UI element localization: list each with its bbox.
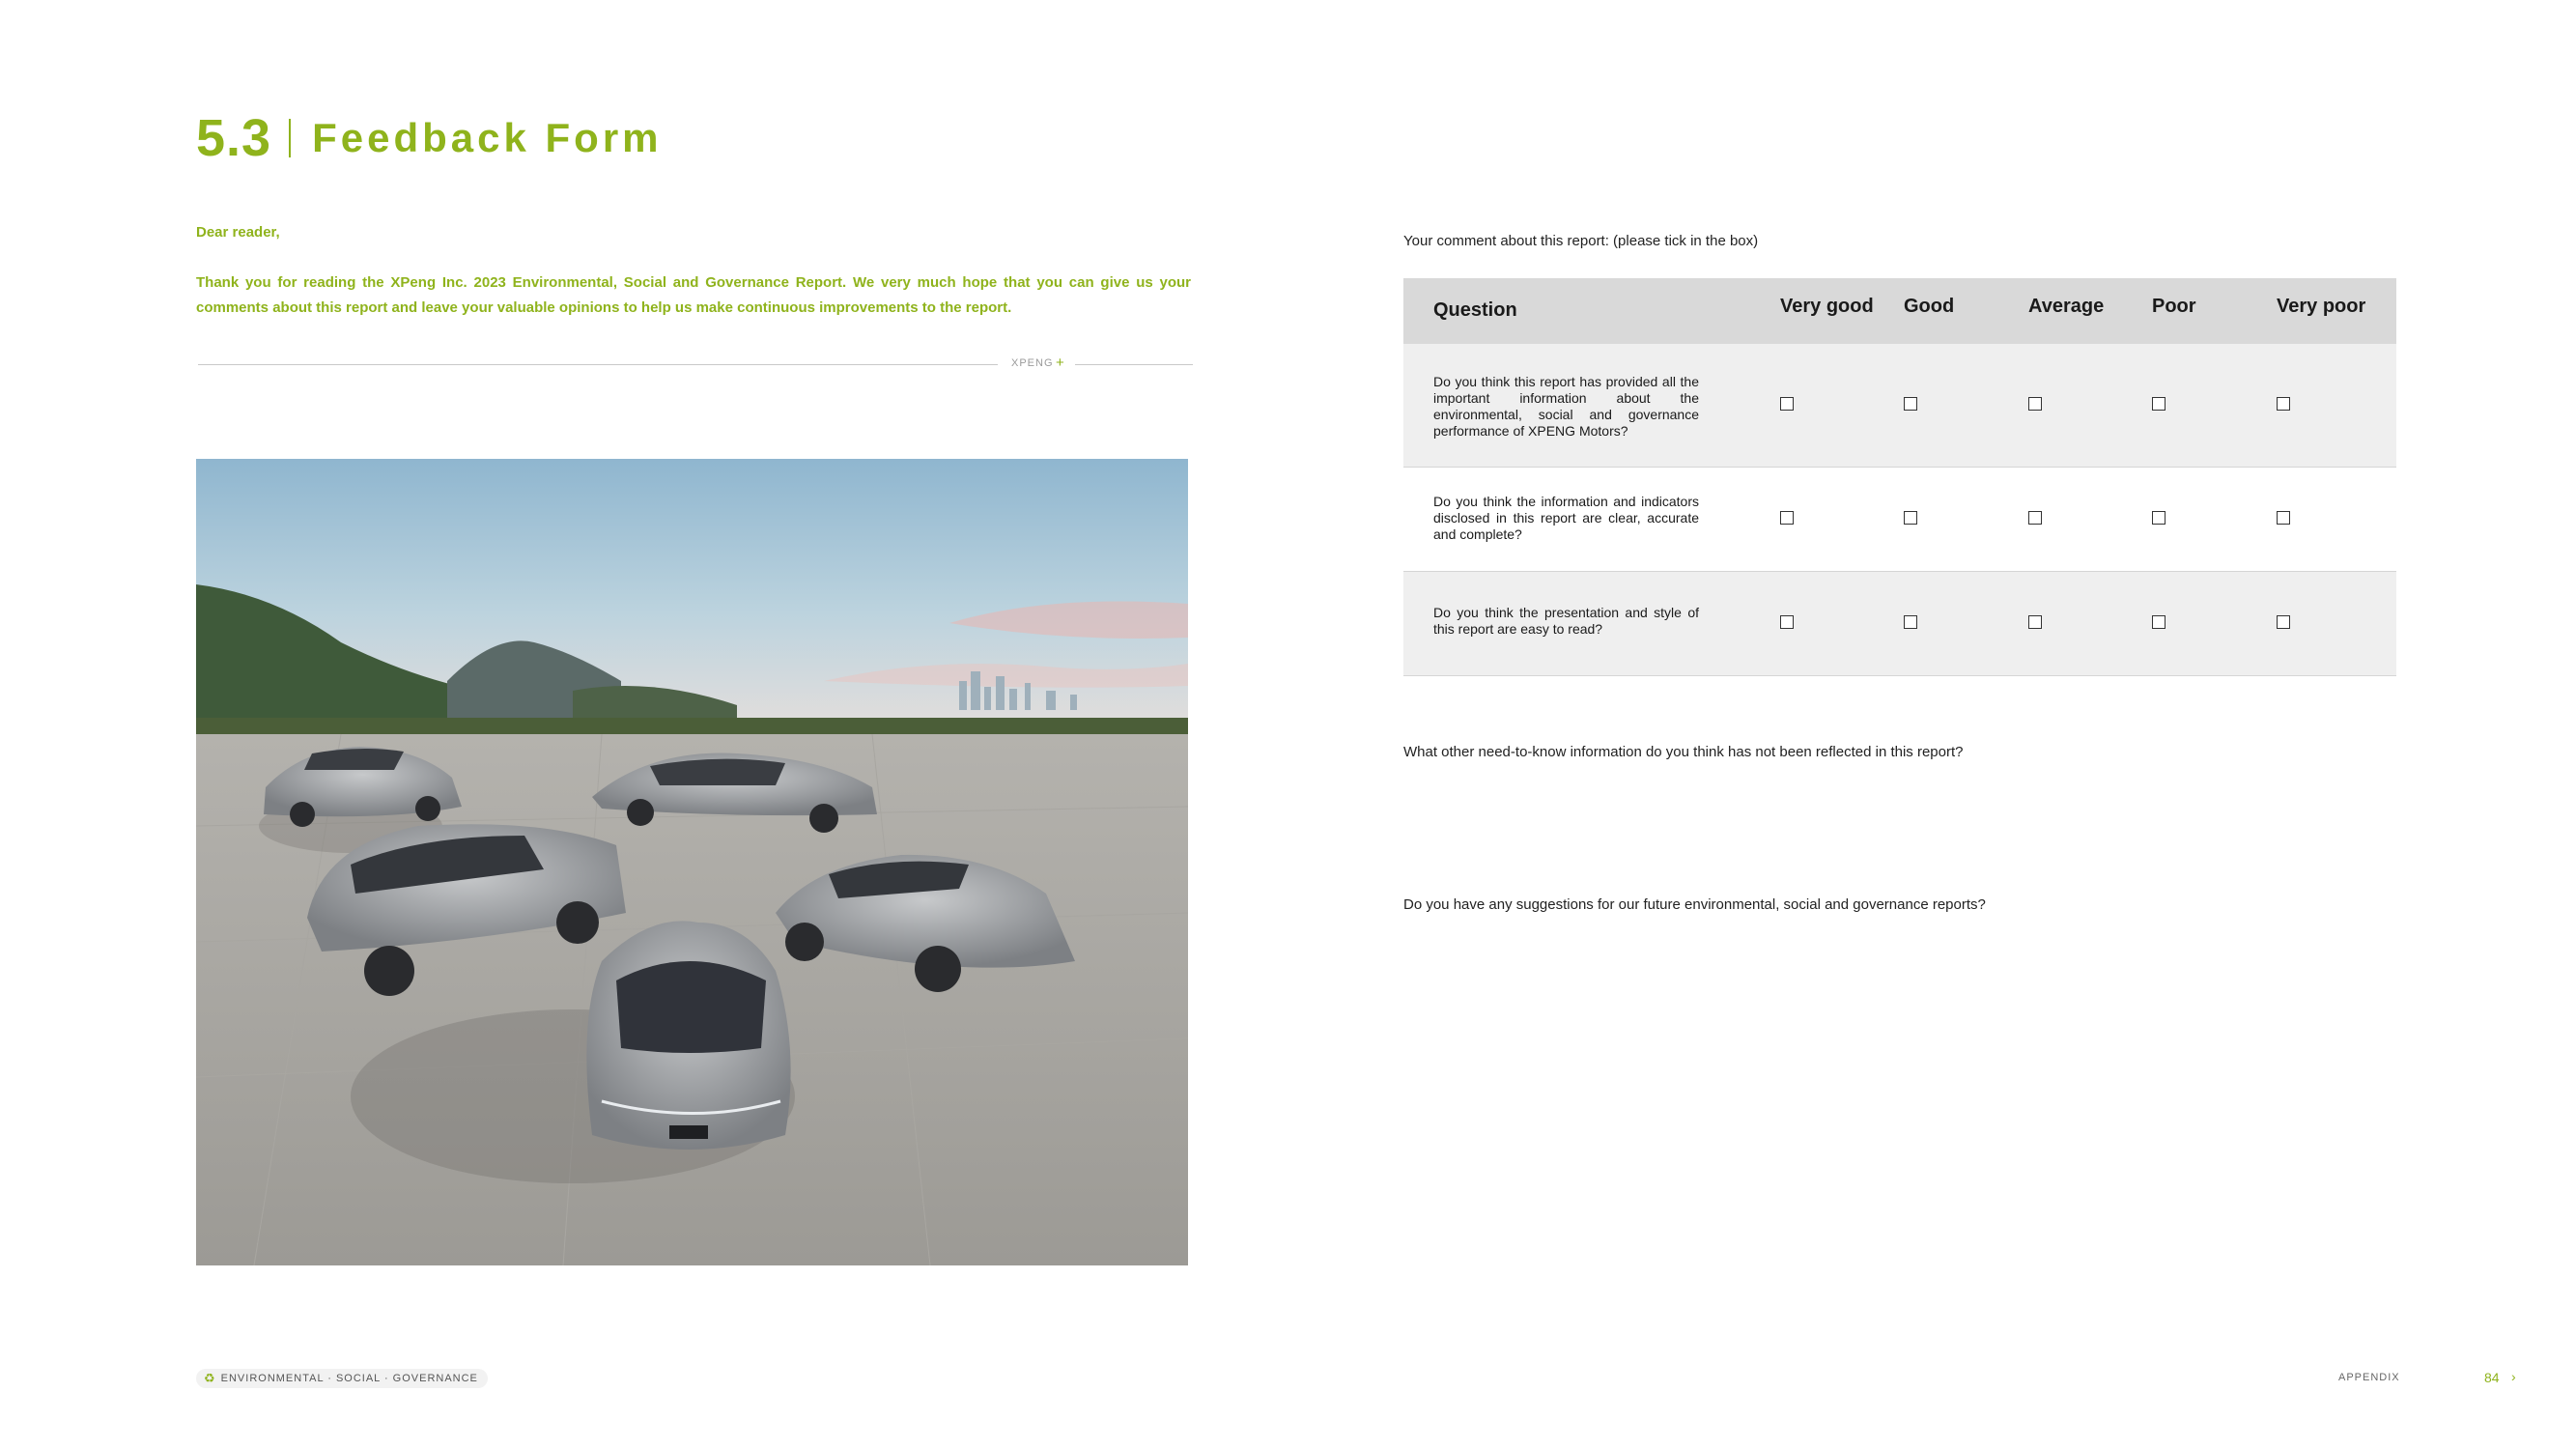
section-heading (196, 108, 663, 168)
intro-paragraph: Thank you for reading the XPeng Inc. 2023 Environmental, Social and Governance Report. We very much hope that you can give us your comments about this report and leave your valuable opinions to help us make continuous improvements to the report. (196, 274, 1191, 316)
recycle-icon: ♻ (204, 1371, 215, 1385)
page-number: 84 (2484, 1370, 2500, 1385)
checkbox-very-poor[interactable] (2277, 511, 2290, 525)
header-very-poor: Very poor (2277, 296, 2366, 317)
table-row (1403, 572, 2396, 676)
divider-line-left (198, 364, 998, 365)
row-question: Do you think the information and indicators disclosed in this report are clear, accurate and complete? (1433, 494, 1699, 542)
divider-line-right (1075, 364, 1193, 365)
section-title: Feedback Form (312, 115, 663, 160)
chevron-right-icon[interactable]: › (2511, 1369, 2516, 1384)
open-question-suggestions: Do you have any suggestions for our future environmental, social and governance reports? (1403, 896, 1986, 913)
checkbox-very-poor[interactable] (2277, 397, 2290, 411)
checkbox-good[interactable] (1904, 615, 1917, 629)
checkbox-poor[interactable] (2152, 511, 2166, 525)
row-question: Do you think this report has provided all the important information about the environmental, social and governance performance of XPENG Motors? (1433, 374, 1699, 439)
comment-prompt: Your comment about this report: (please tick in the box) (1403, 233, 1759, 249)
checkbox-average[interactable] (2028, 397, 2042, 411)
checkbox-poor[interactable] (2152, 615, 2166, 629)
header-very-good: Very good (1780, 296, 1874, 317)
checkbox-good[interactable] (1904, 397, 1917, 411)
header-average: Average (2028, 296, 2105, 317)
checkbox-very-good[interactable] (1780, 511, 1794, 525)
header-poor: Poor (2152, 296, 2196, 317)
row-question: Do you think the presentation and style of this report are easy to read? (1433, 605, 1699, 637)
header-question: Question (1433, 299, 1517, 321)
checkbox-very-good[interactable] (1780, 397, 1794, 411)
car-lineup-photo (196, 459, 1188, 1265)
checkbox-average[interactable] (2028, 615, 2042, 629)
greeting: Dear reader, (196, 224, 280, 241)
plus-icon: + (1056, 355, 1064, 371)
checkbox-good[interactable] (1904, 511, 1917, 525)
table-header (1403, 278, 2396, 344)
brand-divider (198, 355, 1193, 375)
table-row (1403, 344, 2396, 468)
checkbox-average[interactable] (2028, 511, 2042, 525)
open-question-missing-info: What other need-to-know information do you think has not been reflected in this report? (1403, 744, 1964, 760)
footer-category-label: ENVIRONMENTAL · SOCIAL · GOVERNANCE (220, 1373, 478, 1384)
checkbox-poor[interactable] (2152, 397, 2166, 411)
section-number: 5.3 (196, 109, 272, 167)
checkbox-very-poor[interactable] (2277, 615, 2290, 629)
header-good: Good (1904, 296, 1955, 317)
footer-category (196, 1369, 488, 1388)
heading-separator (289, 119, 291, 157)
feedback-table (1403, 278, 2396, 676)
footer-section-label: APPENDIX (2338, 1372, 2400, 1383)
divider-brand: XPENG (1011, 357, 1054, 369)
table-row (1403, 468, 2396, 572)
checkbox-very-good[interactable] (1780, 615, 1794, 629)
